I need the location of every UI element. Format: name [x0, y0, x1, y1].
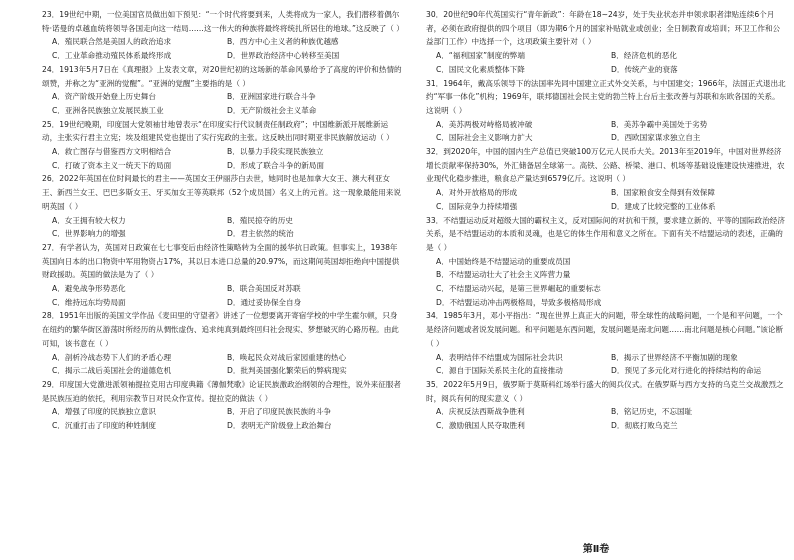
answer-option: C．打破了资本主义一统天下的局面 [52, 160, 172, 170]
answer-option: D．西欧国家谋求独立自主 [611, 133, 701, 143]
answer-option: D．无产阶级社会主义革命 [227, 105, 317, 115]
answer-option: B．经济危机的恶化 [611, 51, 677, 61]
question-block [426, 214, 786, 310]
answer-option: B．联合美国反对苏联 [227, 284, 301, 294]
answer-option: B．不结盟运动壮大了社会主义阵营力量 [436, 270, 571, 280]
answer-option: A．表明结伴不结盟成为国际社会共识 [436, 352, 563, 362]
right-column [426, 8, 786, 433]
question-stem: 35．2022年5月9日，俄罗斯于莫斯科红场举行盛大的阅兵仪式。在俄罗斯与西方支持的乌克兰交战激烈之时，阅兵有何的现实意义（ ） [426, 379, 784, 403]
question-stem: 28．1951年出版的美国文学作品《麦田里的守望者》讲述了一位想要离开寄宿学校的中学生霍尔顿，只身在纽约的繁华街区游荡时所经历的从惆怅虚伪、追求纯真到最终回归社会现实、梦想破灭的心路历程。由此可知，该书意在（ ） [42, 311, 399, 348]
answer-option: B．铭记历史，不忘国耻 [611, 407, 693, 417]
answer-option: D．通过妥协保全自身 [227, 297, 302, 307]
answer-option: D．世界政治经济中心转移至美国 [227, 51, 340, 61]
answer-option: C．揭示二战后美国社会的道德危机 [52, 366, 172, 376]
question-block [426, 8, 786, 77]
question-options [42, 282, 402, 309]
question-stem: 31．1964年，戴高乐领导下的法国率先同中国建立正式外交关系，与中国建交；1966年，法国正式退出北约“军事一体化”机构；1969年，联邦德国社会民主党的勃兰特上台后主张改善与苏联和东欧各国的关系。这说明（ ） [426, 78, 786, 115]
question-stem: 29．印度国大党激进派领袖提拉克用古印度典籍《薄伽梵歌》论证民族激政治纲领的合理性，说外来征服者是民族压迫的依托，利用宗教节日对民众作宣传。提拉克的做法（ ） [42, 379, 401, 403]
question-options [42, 90, 402, 117]
question-options [42, 35, 402, 62]
question-block [42, 378, 402, 433]
answer-option: A．“福利国家”制度的弊端 [436, 51, 525, 61]
answer-option: B．美苏争霸中美国处于劣势 [611, 119, 708, 129]
question-block [426, 378, 786, 433]
left-column [42, 8, 402, 433]
question-block [42, 309, 402, 378]
answer-option: C．不结盟运动兴起，是第三世界崛起的重要标志 [436, 284, 601, 294]
question-block [42, 241, 402, 310]
question-options [426, 118, 786, 145]
question-stem: 25．19世纪晚期，印度国大党领袖甘地曾表示“在印度实行代议制责任制政府”；中国维新派开展维新运动，主张实行君主立宪；埃及组建民党也提出了实行宪政的主张。这反映出同时期亚非民族解放运动（ ） [42, 119, 394, 143]
question-options [426, 351, 786, 378]
answer-option: C．亚洲各民族独立发展民族工业 [52, 105, 164, 115]
answer-option: B．国家粮食安全得到有效保障 [611, 188, 715, 198]
answer-option: A．对外开放格局的形成 [436, 188, 518, 198]
answer-option: D．建成了比较完整的工业体系 [611, 201, 716, 211]
answer-option: A．美苏两极对峙格局被冲破 [436, 119, 533, 129]
answer-option: A．女王拥有较大权力 [52, 215, 126, 225]
answer-option: B．开启了印度民族民族的斗争 [227, 407, 331, 417]
answer-option: B．揭示了世界经济不平衡加剧的现象 [611, 352, 738, 362]
question-options [42, 214, 402, 241]
answer-option: C．源自于国际关系民主化的直接推动 [436, 366, 563, 376]
question-stem: 26．2022年英国在位时间最长的君主——英国女王伊丽莎白去世，她同时也是加拿大女王、澳大利亚女王、新西兰女王、巴巴多斯女王、牙买加女王等英联邦（52个成员国）名义上的元首。这一现象最能用来说明英国（ ） [42, 174, 401, 211]
answer-option: D．形成了联合斗争的新局面 [227, 160, 324, 170]
answer-option: C．维持远东均势局面 [52, 297, 126, 307]
question-stem: 34．1985年3月，邓小平指出：“现在世界上真正大的问题，带全球性的战略问题，一个是和平问题，一个是经济问题或者说发展问题。和平问题是东西问题，发展问题是南北问题……南北问题是核心问题。”该论断（ ） [426, 311, 784, 348]
answer-option: A．中国始终是不结盟运动的重要成员国 [436, 256, 571, 266]
answer-option: B．以暴力手段实现民族独立 [227, 147, 324, 157]
answer-option: D．君主依然的统治 [227, 229, 294, 239]
answer-option: A．增强了印度的民族独立意识 [52, 407, 156, 417]
question-block [42, 8, 402, 63]
question-block [42, 63, 402, 118]
question-block [42, 172, 402, 241]
answer-option: C．国民文化素质整体下降 [436, 64, 525, 74]
answer-option: C．沉重打击了印度的种姓制度 [52, 421, 157, 431]
answer-option: C．工业革命推动殖民体系最终形成 [52, 51, 172, 61]
question-stem: 27．有学者认为，英国对日政策在七七事变后由经济性策略转为全面的援华抗日政策。但事实上，1938年英国向日本的出口物资中军用物资占17%，其以日本进口总量的20.97%，而这期间英国却拒绝向中国提供财政援助。英国的做法是为了（ ） [42, 242, 400, 280]
answer-option: D．不结盟运动冲击两极格局，导致多极格局形成 [436, 297, 602, 307]
answer-option: D．传统产业的衰落 [611, 64, 678, 74]
question-options [42, 405, 402, 432]
section-title: 第Ⅱ卷 [582, 544, 610, 555]
answer-option: C．国际竞争力持续增强 [436, 201, 518, 211]
question-block [426, 145, 786, 214]
question-block [426, 309, 786, 378]
question-stem: 30．20世纪90年代英国实行“青年新政”：年龄在18~24岁，处于失业状态并申领求职者津贴连续6个月者，必须在政府提供的四个项目（即为期6个月的国家补贴就业或创业；全日制教育或培训；环卫工作和公益部门工作）中选择一个，这项政策主要针对（ ） [426, 10, 781, 47]
answer-option: A．资产阶级开始登上历史舞台 [52, 92, 156, 102]
question-block [426, 77, 786, 146]
answer-option: A．避免战争形势恶化 [52, 284, 126, 294]
answer-option: C．激励俄国人民夺取胜利 [436, 421, 525, 431]
answer-option: A．殖民联合然是美国人的政治追求 [52, 37, 172, 47]
question-options [42, 145, 402, 172]
answer-option: D．彻底打败乌克兰 [611, 421, 678, 431]
question-options [426, 255, 786, 310]
question-options [426, 405, 786, 432]
question-options [42, 351, 402, 378]
answer-option: C．世界影响力的增强 [52, 229, 126, 239]
question-options [426, 186, 786, 213]
question-stem: 23．19世纪中期，一位美国官员做出如下预见：“一个时代将要到来，人类将成为一家人，我们潜移着偶尔特·诺曼的卓越血统将领导各国走向这一结局……这一伟大的种族将最终将统扎所居住的地球。”这反映了（ ） [42, 10, 404, 33]
question-options [426, 49, 786, 76]
answer-option: D．批判美国强化繁荣后的弊病现实 [227, 366, 347, 376]
question-stem: 24．1913年5月7日在《真理报》上发表文章，对20世纪初的这场新的革命风暴给予了高度的评价和热情的颂赞，并称之为“亚洲的觉醒”。“亚洲的觉醒”主要指的是（ ） [42, 64, 402, 88]
answer-option: D．预见了多元化对行进化的持续结构的命运 [611, 366, 762, 376]
answer-option: C．国际社会主义影响力扩大 [436, 133, 533, 143]
answer-option: B．西方中心主义者的种族优越感 [227, 37, 339, 47]
question-stem: 33．不结盟运动反对超级大国的霸权主义，反对国际间的对抗和干预，要求建立新的、平等的国际政治经济关系，是不结盟运动的本质和灵魂，也是它的体生作用和意义之所在。下面有关不结盟运动的表述，正确的是（ ） [426, 215, 785, 252]
answer-option: A．剖析冷战态势下人们的矛盾心理 [52, 352, 172, 362]
question-stem: 32．到2020年，中国的国内生产总值已突破100万亿元人民币大关。2013年至2019年，中国对世界经济增长贡献率保持30%，外汇储备居全球第一。高铁、公路、桥梁、港口、机场等基础设施建设快速推进，农业现代化稳步推进，粮食总产量达到6579亿斤。这说明（ ） [426, 147, 785, 184]
answer-option: A．庆祝反法西斯战争胜利 [436, 407, 525, 417]
answer-option: D．表明无产阶级登上政治舞台 [227, 421, 332, 431]
answer-option: B．亚洲国家进行联合斗争 [227, 92, 316, 102]
answer-option: A．救亡图存与借鉴西方文明相结合 [52, 147, 172, 157]
answer-option: B．唤起民众对战后家园重建的热心 [227, 352, 347, 362]
question-block [42, 118, 402, 173]
answer-option: B．殖民掠夺的历史 [227, 215, 293, 225]
